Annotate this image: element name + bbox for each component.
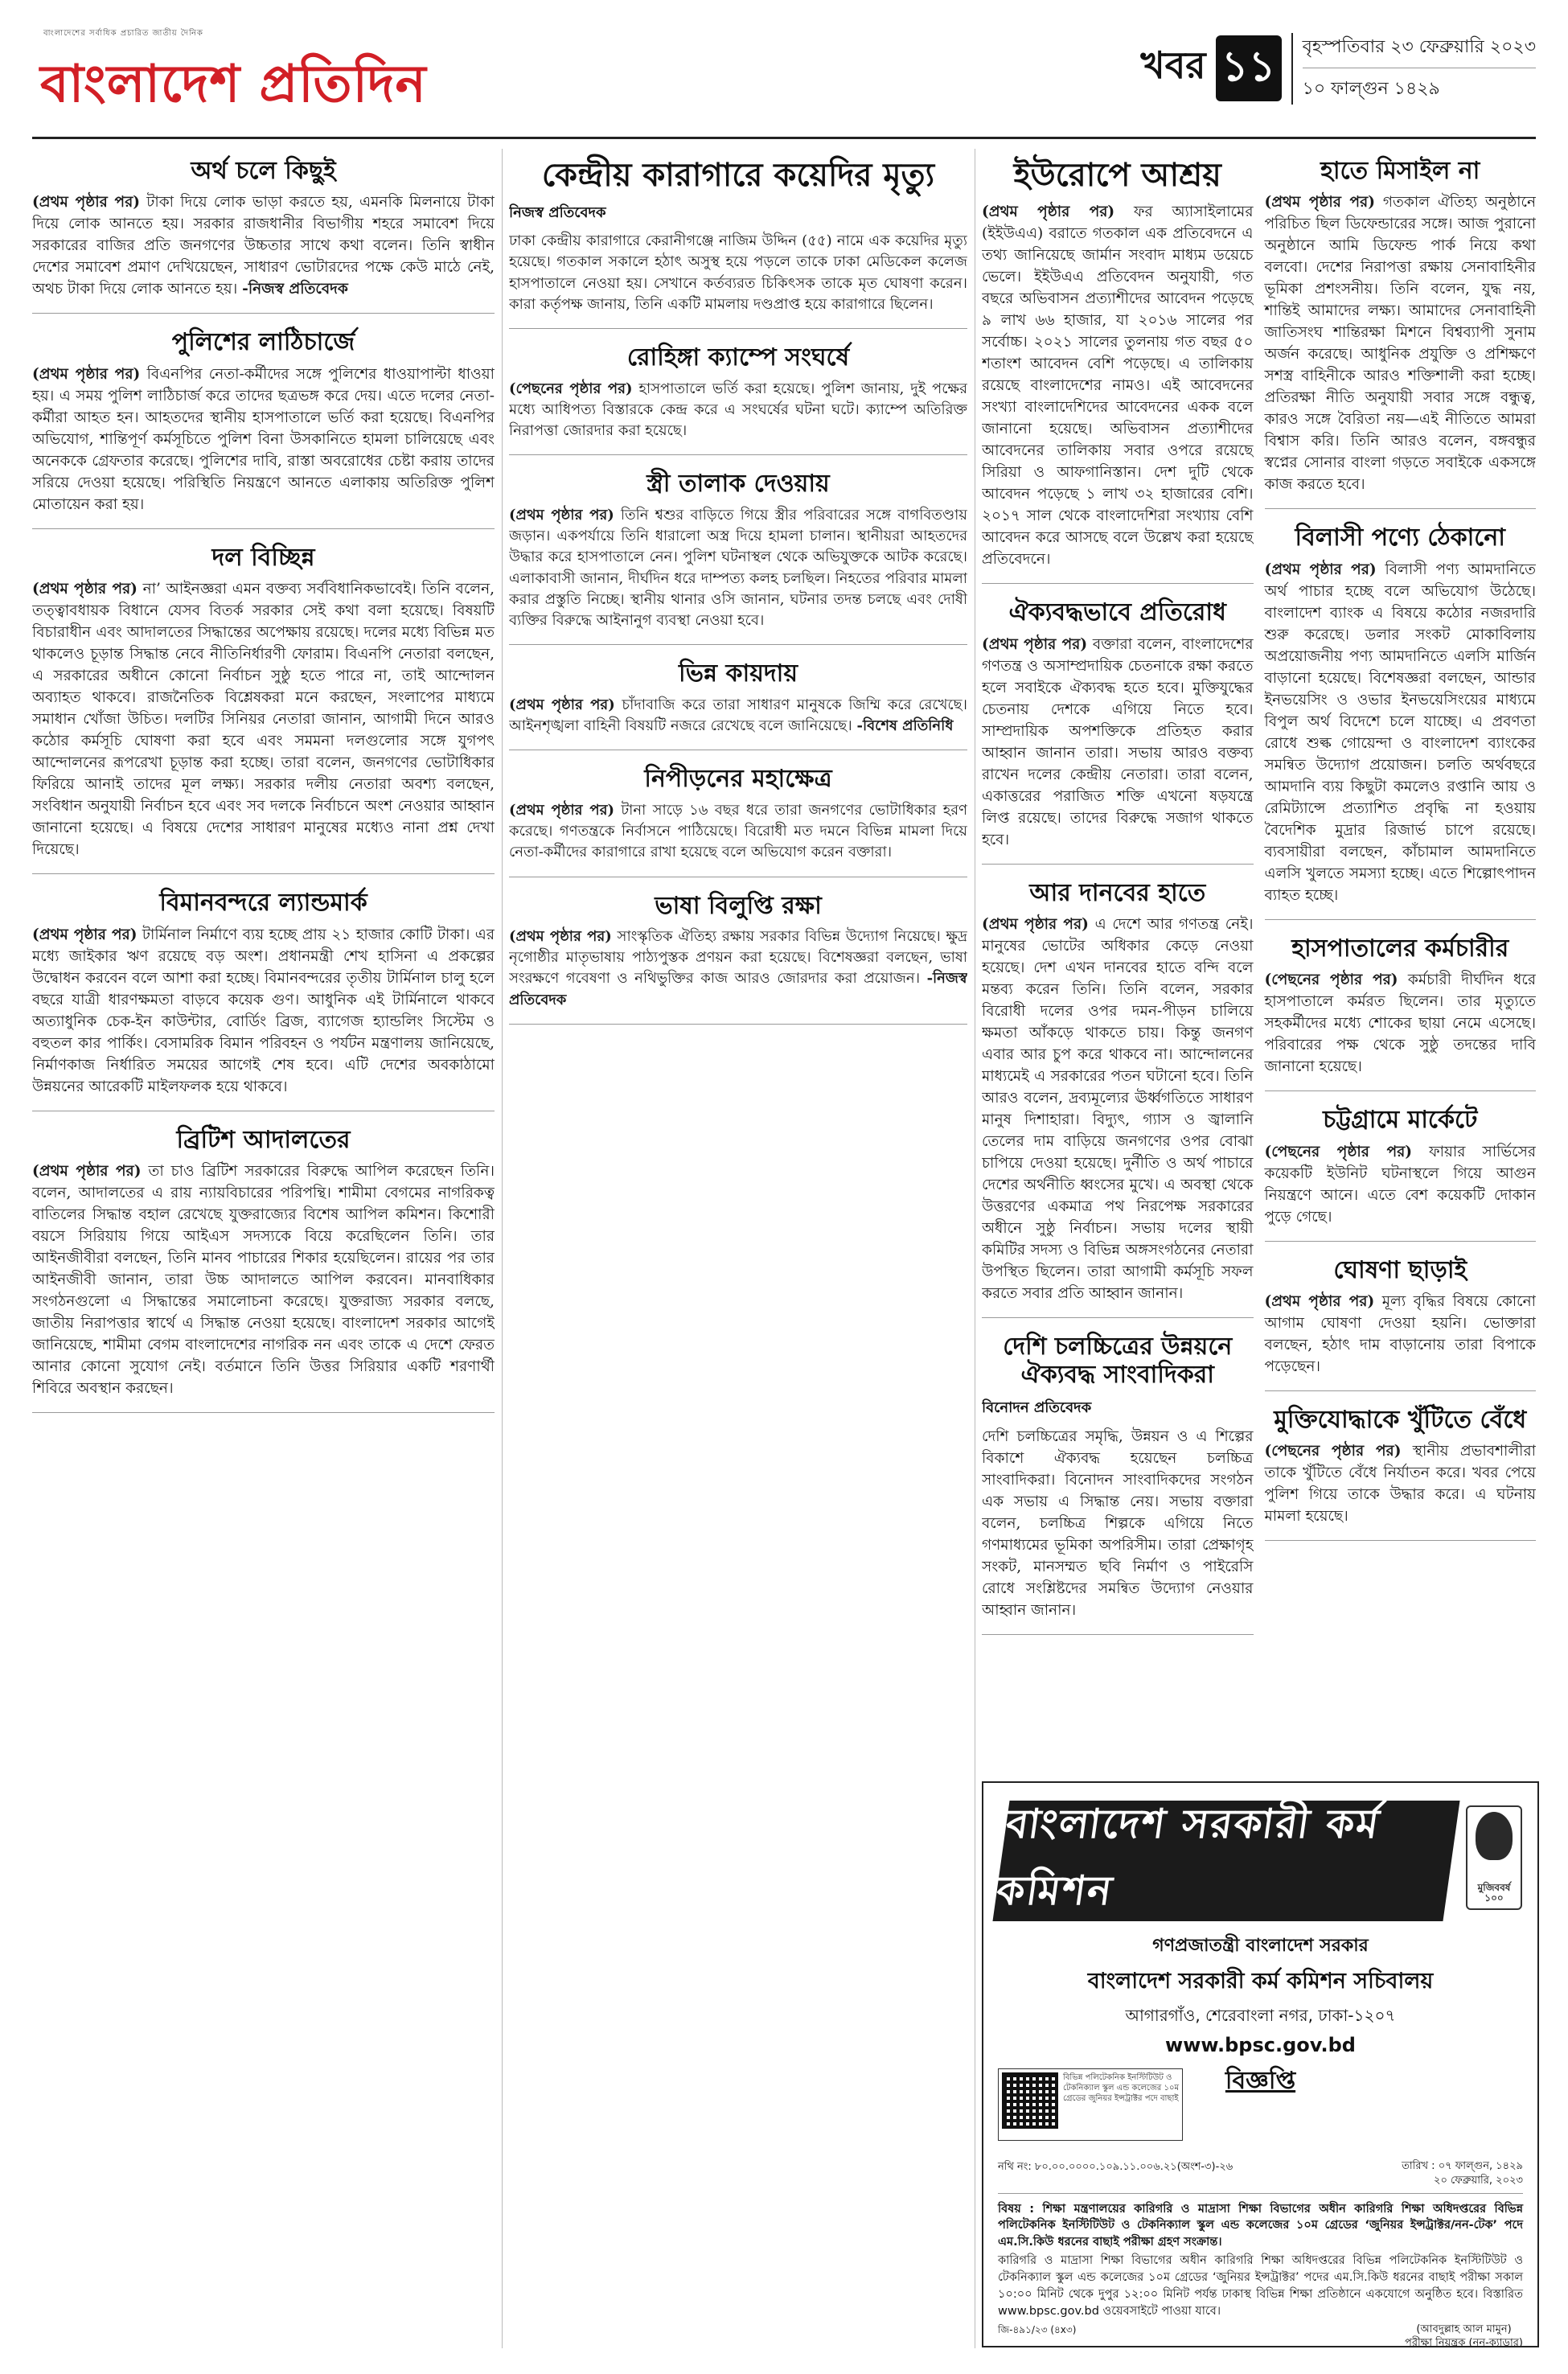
ad-banner: বাংলাদেশ সরকারী কর্ম কমিশন bbox=[992, 1801, 1459, 1921]
article-headline: দেশি চলচ্চিত্রের উন্নয়নে ঐক্যবদ্ধ সাংবাদিকরা bbox=[1003, 1332, 1233, 1390]
article-united-resistance[interactable] bbox=[982, 590, 1254, 864]
article-wife-divorce[interactable] bbox=[509, 462, 967, 645]
article-police-lathicharge[interactable] bbox=[32, 320, 495, 528]
article-hospital-staff[interactable] bbox=[1265, 926, 1537, 1091]
right-subcolumn-b bbox=[1265, 149, 1537, 1641]
article-rohingya-camp[interactable] bbox=[509, 335, 967, 455]
article-body: (প্রথম পৃষ্ঠার পর) টার্মিনাল নির্মাণে ব্যয় হচ্ছে প্রায় ২১ হাজার কোটি টাকা। এর মধ্যে জাইকার ঋণ রয়েছে বড় অংশ। প্রধানমন্ত্রী শেখ হাসিনা এ প্রকল্পের উদ্বোধন করবেন বলে আশা করা হচ্ছে। বিমানবন্দরের তৃতীয় টার্মিনাল চালু হলে বছরে যাত্রী ধারণক্ষমতা বাড়বে কয়েক গুণ। আধুনিক এই টার্মিনালে থাকবে অত্যাধুনিক চেক-ইন কাউন্টার, বোর্ডিং ব্রিজ, ব্যাগেজ হ্যান্ডলিং সিস্টেম ও বহুতল কার পার্কিং। বেসামরিক বিমান পরিবহন ও পর্যটন মন্ত্রণালয় জানিয়েছে, নির্মাণকাজ নির্ধারিত সময়ের আগেই শেষ হবে। এটি দেশের অবকাঠামো উন্নয়নের আরেকটি মাইলফলক হয়ে থাকবে। bbox=[32, 926, 495, 1095]
article-body: (প্রথম পৃষ্ঠার পর) না’ আইনজ্ঞরা এমন বক্তব্য সর্ববিধানিকভাবেই। তিনি বলেন, তত্ত্বাবধায়ক বিধানে যেসব বিতর্ক সরকার সেই কথা বলা হয়েছে। বিষয়টি বিচারাধীন এবং আদালতের সিদ্ধান্তের অপেক্ষায় রয়েছে। দলের মধ্যে বিভিন্ন মত থাকলেও চূড়ান্ত সিদ্ধান্ত নেবে নীতিনির্ধারণী ফোরাম। বিএনপি নেতারা বলছেন, এ সরকারের অধীনে কোনো নির্বাচন সুষ্ঠু হতে পারে না, তাই আন্দোলন অব্যাহত থাকবে। রাজনৈতিক বিশ্লেষকরা মনে করছেন, সংলাপের মাধ্যমে সমাধান খোঁজা উচিত। দলটির সিনিয়র নেতারা জানান, আগামী দিনে আরও কঠোর কর্মসূচি ঘোষণা করা হবে এবং সমমনা দলগুলোর সঙ্গে যুগপৎ আন্দোলনের রূপরেখা চূড়ান্ত করা হচ্ছে। তারা বলেন, জনগণের ভোটাধিকার ফিরিয়ে আনাই তাদের মূল লক্ষ্য। সরকার দলীয় নেতারা অবশ্য বলছেন, সংবিধান অনুযায়ী নির্বাচন হবে এবং সব দলকে নির্বাচনে অংশ নেওয়ার আহ্বান জানানো হয়েছে। এ বিষয়ে দেশের সাধারণ মানুষের মধ্যেও নানা প্রশ্ন দেখা দিয়েছে। bbox=[32, 581, 495, 859]
column-divider bbox=[502, 149, 503, 2348]
article-freedom-fighter[interactable] bbox=[1265, 1398, 1537, 1541]
article-film-journalists[interactable] bbox=[982, 1325, 1254, 1635]
ad-reference: নথি নং: ৮০.০০.০০০০.১০৯.১১.০০৬.২১(অংশ-৩)-২৬ তারিখ : ০৭ ফাল্গুন, ১৪২৯ ২০ ফেব্রুয়ারি, ২০২৩ bbox=[998, 2159, 1523, 2194]
article-body: (প্রথম পৃষ্ঠার পর) টাকা দিয়ে লোক ভাড়া করতে হয়, এমনকি মিলনায়ে টাকা দিয়ে লোক আনতে হয়। সরকার রাজধানীর বিভাগীয় শহরে সমাবেশ দিয়ে সরকারের বাজির প্রতি জনগণের উচ্চতার সাথে কথা বলেন। তিনি স্বাধীন দেশের সমাবেশ প্রমাণ দেখিয়েছেন, সাধারণ ভোটারদের পক্ষে কেউ মাঠে নেই, অথচ টাকা দিয়ে লোক আনতে হয়। -নিজস্ব প্রতিবেদক bbox=[32, 194, 495, 298]
issue-dates bbox=[1291, 33, 1536, 105]
article-orthe-chole[interactable] bbox=[32, 149, 495, 314]
article-headline: ঘোষণা ছাড়াই bbox=[1333, 1255, 1467, 1284]
article-body: দেশি চলচ্চিত্রের সমৃদ্ধি, উন্নয়ন ও এ শিল্পের বিকাশে ঐক্যবদ্ধ হয়েছেন চলচ্চিত্র সাংবাদিকরা। বিনোদন সাংবাদিকদের সংগঠন এক সভায় এ সিদ্ধান্ত নেয়। সভায় বক্তারা বলেন, চলচ্চিত্র শিল্পকে এগিয়ে নিতে গণমাধ্যমের ভূমিকা অপরিসীম। তারা প্রেক্ষাগৃহ সংকট, মানসম্মত ছবি নির্মাণ ও পাইরেসি রোধে সংশ্লিষ্টদের সমন্বিত উদ্যোগ নেওয়ার আহ্বান জানান। bbox=[982, 1427, 1254, 1619]
article-headline: রোহিঙ্গা ক্যাম্পে সংঘর্ষে bbox=[626, 343, 850, 372]
ad-date: তারিখ : ০৭ ফাল্গুন, ১৪২৯ ২০ ফেব্রুয়ারি, ২০২৩ bbox=[1402, 2160, 1523, 2187]
ad-heading: গণপ্রজাতন্ত্রী বাংলাদেশ সরকার বাংলাদেশ সরকারী কর্ম কমিশন সচিবালয় আগারগাঁও, শেরেবাংলা নগর, ঢাকা-১২০৭ www.bpsc.gov.bd বিজ্ঞপ্তি bbox=[983, 1932, 1537, 2102]
article-central-jail[interactable] bbox=[509, 149, 967, 329]
article-body: (প্রথম পৃষ্ঠার পর) বিলাসী পণ্য আমদানিতে অর্থ পাচার হচ্ছে বলে অভিযোগ উঠেছে। বাংলাদেশ ব্যাংক এ বিষয়ে কঠোর নজরদারি শুরু করেছে। ডলার সংকট মোকাবিলায় অপ্রয়োজনীয় পণ্য আমদানিতে এলসি মার্জিন বাড়ানো হয়েছে। বিশেষজ্ঞরা বলছেন, আন্ডার ইনভয়েসিং ও ওভার ইনভয়েসিংয়ের মাধ্যমে বিপুল অর্থ বিদেশে চলে যাচ্ছে। এ প্রবণতা রোধে শুল্ক গোয়েন্দা ও বাংলাদেশ ব্যাংকের সমন্বিত উদ্যোগ প্রয়োজন। চলতি অর্থবছরে আমদানি ব্যয় কিছুটা কমলেও রপ্তানি আয় ও রেমিট্যান্সে প্রত্যাশিত প্রবৃদ্ধি না হওয়ায় বৈদেশিক মুদ্রার রিজার্ভ চাপে রয়েছে। ব্যবসায়ীরা বলছেন, কাঁচামাল আমদানিতে এলসি খুলতে সমস্যা হচ্ছে। এতে শিল্পোৎপাদন ব্যাহত হচ্ছে। bbox=[1264, 561, 1536, 904]
masthead bbox=[32, 16, 1536, 139]
article-headline: ব্রিটিশ আদালতের bbox=[176, 1125, 351, 1154]
article-headline: বিমানবন্দরে ল্যান্ডমার্ক bbox=[159, 889, 367, 918]
column-middle bbox=[509, 149, 967, 2348]
ad-signature: (আবদুল্লাহ আল মামুন) পরীক্ষা নিয়ন্ত্রক (নন-ক্যাডার) bbox=[1405, 2323, 1523, 2347]
column-left bbox=[32, 149, 495, 2348]
article-body: (প্রথম পৃষ্ঠার পর) এ দেশে আর গণতন্ত্র নেই। মানুষের ভোটের অধিকার কেড়ে নেওয়া হয়েছে। দেশ এখন দানবের হাতে বন্দি বলে মন্তব্য করেন তিনি। তিনি বলেন, সরকার বিরোধী দলের ওপর দমন-পীড়ন চালিয়ে ক্ষমতা আঁকড়ে থাকতে চায়। কিন্তু জনগণ এবার আর চুপ করে থাকবে না। আন্দোলনের মাধ্যমেই এ সরকারের পতন ঘটানো হবে। তিনি আরও বলেন, দ্রব্যমূল্যের ঊর্ধ্বগতিতে সাধারণ মানুষ দিশাহারা। বিদ্যুৎ, গ্যাস ও জ্বালানি তেলের দাম বাড়িয়ে জনগণের ওপর বোঝা চাপিয়ে দেওয়া হয়েছে। দুর্নীতি ও অর্থ পাচারে দেশের অর্থনীতি ধ্বংসের মুখে। এ অবস্থা থেকে উত্তরণের একমাত্র পথ নিরপেক্ষ সরকারের অধীনে সুষ্ঠু নির্বাচন। সভায় দলের স্থায়ী কমিটির সদস্য ও বিভিন্ন অঙ্গসংগঠনের নেতারা উপস্থিত ছিলেন। তারা আগামী কর্মসূচি সফল করতে সবার প্রতি আহ্বান জানান। bbox=[982, 915, 1254, 1302]
date-primary: বৃহস্পতিবার ২৩ ফেব্রুয়ারি ২০২৩ bbox=[1303, 33, 1536, 68]
article-body: (পেছনের পৃষ্ঠার পর) ফায়ার সার্ভিসের কয়েকটি ইউনিট ঘটনাস্থলে গিয়ে আগুন নিয়ন্ত্রণে আনে। এতে বেশ কয়েকটি দোকান পুড়ে গেছে। bbox=[1264, 1143, 1536, 1226]
article-headline: মুক্তিযোদ্ধাকে খুঁটিতে বেঁধে bbox=[1274, 1405, 1527, 1434]
article-danober-hate[interactable] bbox=[982, 871, 1254, 1318]
middle-subcolumn-left bbox=[509, 149, 967, 1031]
article-byline: নিজস্ব প্রতিবেদক bbox=[509, 204, 606, 222]
qr-code-icon bbox=[1002, 2072, 1058, 2129]
article-luxury-goods[interactable] bbox=[1265, 515, 1537, 919]
article-body: (প্রথম পৃষ্ঠার পর) তা চাও ব্রিটিশ সরকারের বিরুদ্ধে আপিল করেছেন তিনি। বলেন, আদালতের এ রায় ন্যায়বিচারের পরিপন্থি। শামীমা বেগমের নাগরিকত্ব বাতিলের সিদ্ধান্ত বহাল রেখেছে যুক্তরাজ্যের বিশেষ আপিল কমিশন। কিশোরী বয়সে সিরিয়ায় গিয়ে আইএস সদস্যকে বিয়ে করেছিলেন তিনি। তার আইনজীবীরা বলছেন, তিনি মানব পাচারের শিকার হয়েছিলেন। রায়ের পর তার আইনজীবী জানান, তারা উচ্চ আদালতে আপিল করবেন। মানবাধিকার সংগঠনগুলো এ সিদ্ধান্তের সমালোচনা করেছে। যুক্তরাজ্য সরকার বলছে, জাতীয় নিরাপত্তার স্বার্থে এ সিদ্ধান্ত নেওয়া হয়েছে। বাংলাদেশ সরকার আগেই জানিয়েছে, শামীমা বেগম বাংলাদেশের নাগরিক নন এবং তাকে এ দেশে ফেরত আনার কোনো সুযোগ নেই। বর্তমানে তিনি উত্তর সিরিয়ার একটি শরণার্থী শিবিরে অবস্থান করছেন। bbox=[32, 1162, 495, 1397]
article-body: (প্রথম পৃষ্ঠার পর) সাংস্কৃতিক ঐতিহ্য রক্ষায় সরকার বিভিন্ন উদ্যোগ নিয়েছে। ক্ষুদ্র নৃগোষ্ঠীর মাতৃভাষায় পাঠ্যপুস্তক প্রণয়ন করা হয়েছে। বিশেষজ্ঞরা বলছেন, ভাষা সংরক্ষণে গবেষণা ও নথিভুক্তির কাজ আরও জোরদার করা প্রয়োজন। -নিজস্ব প্রতিবেদক bbox=[509, 927, 967, 1008]
article-headline: ভাষা বিলুপ্তি রক্ষা bbox=[655, 891, 822, 920]
article-language-protection[interactable] bbox=[509, 884, 967, 1025]
article-headline: নিপীড়নের মহাক্ষেত্র bbox=[644, 765, 832, 794]
masthead-tagline: বাংলাদেশের সর্বাধিক প্রচারিত জাতীয় দৈনিক bbox=[43, 29, 203, 38]
ad-website[interactable]: www.bpsc.gov.bd bbox=[1165, 2034, 1356, 2056]
article-body: (পেছনের পৃষ্ঠার পর) স্থানীয় প্রভাবশালীরা তাকে খুঁটিতে বেঁধে নির্যাতন করে। খবর পেয়ে পুলিশ গিয়ে তাকে উদ্ধার করে। এ ঘটনায় মামলা হয়েছে। bbox=[1264, 1443, 1536, 1526]
article-body: (প্রথম পৃষ্ঠার পর) মূল্য বৃদ্ধির বিষয়ে কোনো আগাম ঘোষণা দেওয়া হয়নি। ভোক্তারা বলছেন, হঠাৎ দাম বাড়ানোয় তারা বিপাকে পড়েছেন। bbox=[1264, 1292, 1536, 1375]
section-name: খবর bbox=[1140, 43, 1206, 87]
article-airport-landmark[interactable] bbox=[32, 881, 495, 1111]
article-headline: বিলাসী পণ্যে ঠেকানো bbox=[1295, 524, 1505, 552]
article-headline: হাতে মিসাইল না bbox=[1320, 157, 1480, 185]
article-headline: চট্টগ্রামে মার্কেটে bbox=[1323, 1106, 1478, 1135]
page-number: ১১ bbox=[1216, 35, 1282, 101]
article-without-notice[interactable] bbox=[1265, 1248, 1537, 1391]
ad-code: জি-৪৯১/২৩ (৪x৩) bbox=[998, 2324, 1077, 2335]
article-headline: হাসপাতালের কর্মচারীর bbox=[1291, 934, 1509, 963]
bpsc-advertisement[interactable] bbox=[982, 1781, 1539, 2347]
article-body: (প্রথম পৃষ্ঠার পর) তিনি শ্বশুর বাড়িতে গিয়ে স্ত্রীর পরিবারের সঙ্গে বাগবিতণ্ডায় জড়ান। একপর্যায়ে তিনি ধারালো অস্ত্র দিয়ে হামলা চালান। স্থানীয়রা আহতদের উদ্ধার করে হাসপাতালে নেন। পুলিশ ঘটনাস্থল থেকে অভিযুক্তকে আটক করেছে। এলাকাবাসী জানান, দীর্ঘদিন ধরে দাম্পত্য কলহ চলছিল। নিহতের পরিবার মামলা করার প্রস্তুতি নিচ্ছে। স্থানীয় থানার ওসি জানান, ঘটনার তদন্ত চলছে এবং দোষী ব্যক্তির বিরুদ্ধে আইনানুগ ব্যবস্থা নেওয়া হবে। bbox=[509, 506, 967, 630]
article-body: (প্রথম পৃষ্ঠার পর) টানা সাড়ে ১৬ বছর ধরে তারা জনগণের ভোটাধিকার হরণ করেছে। গণতন্ত্রকে নির্বাসনে পাঠিয়েছে। বিরোধী মত দমনে বিভিন্ন মামলা দিয়ে নেতা-কর্মীদের কারাগারে রাখা হয়েছে বলে অভিযোগ করেন বক্তারা। bbox=[509, 801, 967, 861]
mujib-emblem-icon: মুজিববর্ষ ১০০ bbox=[1466, 1805, 1522, 1910]
article-headline: স্ত্রী তালাক দেওয়ায় bbox=[646, 470, 830, 499]
article-bhinno-kaydai[interactable] bbox=[509, 651, 967, 750]
article-headline: পুলিশের লাঠিচার্জে bbox=[171, 328, 355, 357]
article-byline: বিনোদন প্রতিবেদক bbox=[982, 1399, 1092, 1416]
article-body: (পেছনের পৃষ্ঠার পর) হাসপাতালে ভর্তি করা হয়েছে। পুলিশ জানায়, দুই পক্ষের মধ্যে আধিপত্য বিস্তারকে কেন্দ্র করে এ সংঘর্ষের ঘটনা ঘটে। ক্যাম্পে অতিরিক্ত নিরাপত্তা জোরদার করা হয়েছে। bbox=[509, 380, 967, 440]
article-body: (প্রথম পৃষ্ঠার পর) চাঁদাবাজি করে তারা সাধারণ মানুষকে জিম্মি করে রেখেছে। আইনশৃঙ্খলা বাহিনী বিষয়টি নজরে রেখেছে বলে জানিয়েছে। -বিশেষ প্রতিনিধি bbox=[509, 696, 967, 735]
article-dol-bicchinno[interactable] bbox=[32, 536, 495, 874]
article-body: (প্রথম পৃষ্ঠার পর) বিএনপির নেতা-কর্মীদের সঙ্গে পুলিশের ধাওয়াপাল্টা ধাওয়া হয়। এ সময় পুলিশ লাঠিচার্জ করে তাদের ছত্রভঙ্গ করে দেয়। এতে দলের নেতা-কর্মীরা আহত হন। আহতদের স্থানীয় হাসপাতালে ভর্তি করা হয়েছে। বিএনপির অভিযোগ, শান্তিপূর্ণ কর্মসূচিতে পুলিশ বিনা উসকানিতে হামলা চালিয়েছে এবং অনেককে গ্রেফতার করেছে। পুলিশের দাবি, রাস্তা অবরোধের চেষ্টা করায় তাদের সরিয়ে দেওয়া হয়েছে। পরিস্থিতি নিয়ন্ত্রণে আনতে এলাকায় অতিরিক্ত পুলিশ মোতায়েন করা হয়। bbox=[32, 365, 495, 513]
article-body: (প্রথম পৃষ্ঠার পর) বক্তারা বলেন, বাংলাদেশের গণতন্ত্র ও অসাম্প্রদায়িক চেতনাকে রক্ষা করতে হলে সবাইকে ঐক্যবদ্ধ হতে হবে। মুক্তিযুদ্ধের চেতনায় দেশকে এগিয়ে নিতে হবে। সাম্প্রদায়িক অপশক্তিকে প্রতিহত করার আহ্বান জানান তারা। সভায় আরও বক্তব্য রাখেন দলের কেন্দ্রীয় নেতারা। তারা বলেন, একাত্তরের পরাজিত শক্তি এখনো ষড়যন্ত্রে লিপ্ত রয়েছে। তাদের বিরুদ্ধে সজাগ থাকতে হবে। bbox=[982, 635, 1254, 848]
article-headline: ঐক্যবদ্ধভাবে প্রতিরোধ bbox=[1008, 598, 1226, 627]
article-headline: অর্থ চলে কিছুই bbox=[191, 157, 336, 185]
page-header-right bbox=[1140, 34, 1536, 103]
article-body: (প্রথম পৃষ্ঠার পর) ফর অ্যাসাইলামের (ইইউএএ) বরাতে গতকাল এক প্রতিবেদনে এ তথ্য জানিয়েছে জার্মান সংবাদ মাধ্যম ডয়েচে ভেলে। ইইউএএ প্রতিবেদন অনুযায়ী, গত বছরে অভিবাসন প্রত্যাশীদের আবেদন পড়েছে ৯ লাখ ৬৬ হাজার, যা ২০১৬ সালের পর সর্বোচ্চ। ২০২১ সালের তুলনায় গত বছর ৫০ শতাংশ আবেদন বেশি পড়েছে। এ তালিকায় রয়েছে বাংলাদেশের নামও। এই আবেদনের সংখ্যা বাংলাদেশিদের আবেদনের একক বলে জানানো হয়েছে। অভিবাসন প্রত্যাশীদের আবেদনের তালিকায় সবার ওপরে রয়েছে সিরিয়া ও আফগানিস্তান। দেশ দুটি থেকে আবেদন পড়েছে ১ লাখ ৩২ হাজারের বেশি। ২০১৭ সাল থেকে বাংলাদেশিরা সংখ্যায় বেশি আবেদন করে আসছে বলে উল্লেখ করা হয়েছে প্রতিবেদনে। bbox=[982, 203, 1254, 569]
date-secondary: ১০ ফাল্গুন ১৪২৯ bbox=[1302, 78, 1440, 99]
article-ctg-market[interactable] bbox=[1265, 1098, 1537, 1241]
article-europe-asylum[interactable] bbox=[982, 149, 1254, 584]
article-body: ঢাকা কেন্দ্রীয় কারাগারে কেরানীগঞ্জে নাজিম উদ্দিন (৫৫) নামে এক কয়েদির মৃত্যু হয়েছে। গতকাল সকালে হঠাৎ অসুস্থ হয়ে পড়লে তাকে ঢাকা মেডিকেল কলেজ হাসপাতালে নেওয়া হয়। সেখানে কর্তব্যরত চিকিৎসক তাকে মৃত ঘোষণা করেন। কারা কর্তৃপক্ষ জানায়, তিনি একটি মামলায় দণ্ডপ্রাপ্ত হয়ে কারাগারে ছিলেন। bbox=[509, 232, 967, 313]
article-british-court[interactable] bbox=[32, 1118, 495, 1413]
ad-body: কারিগরি ও মাদ্রাসা শিক্ষা বিভাগের অধীন কারিগরি শিক্ষা অধিদপ্তরের বিভিন্ন পলিটেকনিক ইনস্টিটিউট ও টেকনিক্যাল স্কুল এন্ড কলেজের ১০ম গ্রেডের ‘জুনিয়র ইন্সট্রাক্টর’ পদের এম.সি.কিউ ধরনের বাছাই পরীক্ষা সকাল ১০:০০ মিনিট থেকে দুপুর ১২:০০ মিনিট পর্যন্ত ঢাকাস্থ বিভিন্ন শিক্ষা প্রতিষ্ঠানে একযোগে অনুষ্ঠিত হবে। বিস্তারিত www.bpsc.gov.bd ওয়েবসাইটে পাওয়া যাবে। bbox=[998, 2254, 1523, 2319]
article-headline: কেন্দ্রীয় কারাগারে কয়েদির মৃত্যু bbox=[541, 157, 935, 194]
article-missile[interactable] bbox=[1265, 149, 1537, 509]
article-body: (পেছনের পৃষ্ঠার পর) কর্মচারী দীর্ঘদিন ধরে হাসপাতালে কর্মরত ছিলেন। তার মৃত্যুতে সহকর্মীদের মধ্যে শোকের ছায়া নেমে এসেছে। পরিবারের পক্ষ থেকে সুষ্ঠু তদন্তের দাবি জানানো হয়েছে। bbox=[1264, 971, 1536, 1076]
newspaper-logo[interactable]: বাংলাদেশ প্রতিদিন bbox=[40, 55, 427, 114]
article-headline: ভিন্ন কায়দায় bbox=[679, 659, 798, 688]
article-headline: আর দানবের হাতে bbox=[1029, 878, 1206, 907]
ad-qr-box: বিভিন্ন পলিটেকনিক ইনস্টিটিউট ও টেকনিক্যাল স্কুল এন্ড কলেজের ১০ম গ্রেডের জুনিয়র ইন্সট্রাক্টর পদে বাছাই bbox=[998, 2068, 1183, 2141]
article-headline: দল বিচ্ছিন্ন bbox=[211, 543, 315, 572]
ad-subject: বিষয় : শিক্ষা মন্ত্রণালয়ের কারিগরি ও মাদ্রাসা শিক্ষা বিভাগের অধীন কারিগরি শিক্ষা অধিদপ্তরের বিভিন্ন পলিটেকনিক ইনস্টিটিউট ও টেকনিক্যাল স্কুল এন্ড কলেজের ১০ম গ্রেডের ‘জুনিয়র ইন্সট্রাক্টর/নন-টেক’ পদে এম.সি.কিউ ধরনের বাছাই পরীক্ষা গ্রহণ সংক্রান্ত। bbox=[998, 2203, 1523, 2249]
article-nipiron[interactable] bbox=[509, 757, 967, 877]
article-headline: ইউরোপে আশ্রয় bbox=[1013, 157, 1221, 194]
right-subcolumn-a bbox=[982, 149, 1254, 1641]
ad-footer bbox=[998, 2323, 1523, 2347]
article-body: (প্রথম পৃষ্ঠার পর) গতকাল ঐতিহ্য অনুষ্ঠানে পরিচিত ছিল ডিফেন্ডারের সঙ্গে। আজ পুরানো অনুষ্ঠানে আমি ডিফেন্ড পার্ক নিয়ে কথা বলবো। দেশের নিরাপত্তা রক্ষায় সেনাবাহিনীর ভূমিকা প্রশংসনীয়। তিনি বলেন, যুদ্ধ নয়, শান্তিই আমাদের লক্ষ্য। আমাদের সেনাবাহিনী জাতিসংঘ শান্তিরক্ষা মিশনে বিশ্বব্যাপী সুনাম অর্জন করেছে। আধুনিক প্রযুক্তি ও প্রশিক্ষণে সশস্ত্র বাহিনীকে আরও শক্তিশালী করা হচ্ছে। প্রতিরক্ষা নীতি অনুযায়ী সবার সঙ্গে বন্ধুত্ব, কারও সঙ্গে বৈরিতা নয়—এই নীতিতে আমরা বিশ্বাস করি। তিনি আরও বলেন, বঙ্গবন্ধুর স্বপ্নের সোনার বাংলা গড়তে সবাইকে একসঙ্গে কাজ করতে হবে। bbox=[1264, 194, 1536, 494]
